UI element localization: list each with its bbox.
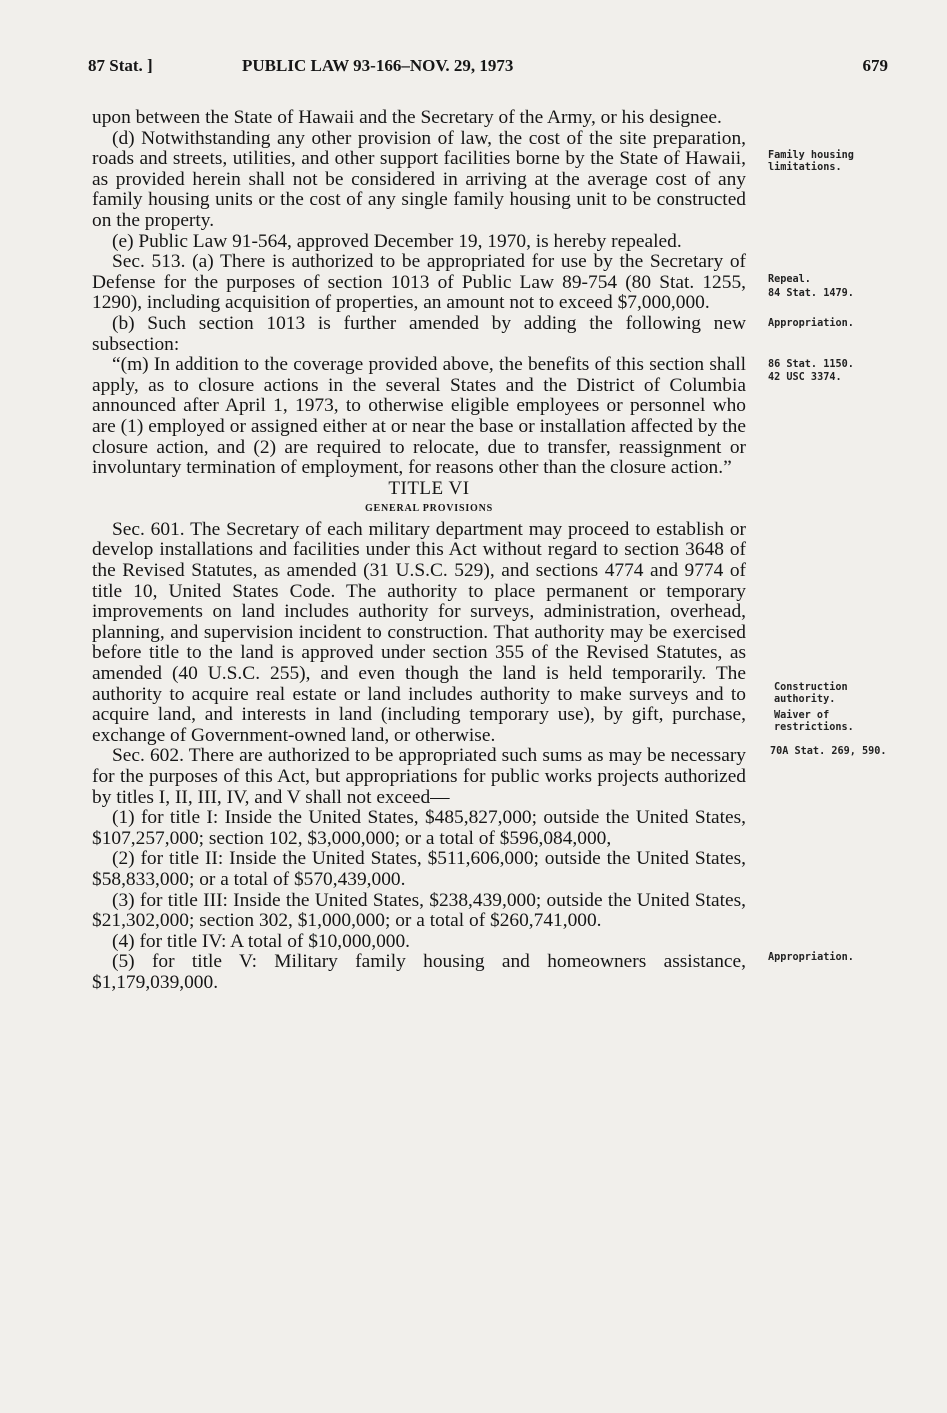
sidenote-waiver: Waiver of restrictions. [774, 710, 854, 733]
paragraph: Sec. 601. The Secretary of each military department may proceed to establish or develop installations and facilities under this Act without regard to section 3648 of the Revised Statutes, as amended (31 U.S.C. 529), and sections 4774 and 9774 of title 10, United States Code. The authority to place permanent or temporary improvements on land includes authority for surveys, administration, overhead, planning, and supervision incident to construction. That authority may be exercised before title to the land is approved under section 355 of the Revised Statutes, as amended (40 U.S.C. 255), and even though the land is held temporarily. The authority to acquire real estate or land includes authority to make surveys and to acquire land, and interests in land (including temporary use), by gift, purchase, exchange of Government-owned land, or otherwise. [92, 518, 746, 746]
paragraph: Sec. 602. There are authorized to be appropriated such sums as may be necessary for the purposes of this Act, but appropriations for public works projects authorized by titles I, II, III, IV, and V shall not exceed— [92, 745, 746, 808]
paragraph: Sec. 513. (a) There is authorized to be appropriated for use by the Secretary of Defense for the purposes of section 1013 of Public Law 89-754 (80 Stat. 1255, 1290), including acquisition of properties, an amount not to exceed $7,000,000. [92, 251, 746, 314]
paragraph: (d) Notwithstanding any other provision of law, the cost of the site preparation, roads and streets, utilities, and other support facilities borne by the State of Hawaii, as provided herein shall not be considered in arriving at the average cost of any family housing units or the cost of any single family housing unit to be constructed on the property. [92, 127, 746, 231]
list-item: (5) for title V: Military family housing and homeowners assistance, $1,179,039,000. [92, 951, 746, 993]
sidenote-cite: 86 Stat. 1150. [768, 359, 854, 370]
paragraph: (b) Such section 1013 is further amended by adding the following new subsection: [92, 312, 746, 355]
sidenote-cite: 70A Stat. 269, 590. [770, 746, 887, 757]
law-title: PUBLIC LAW 93-166–NOV. 29, 1973 [242, 56, 514, 75]
sidenote-family-housing: Family housing limitations. [768, 150, 854, 173]
sidenote-repeal-cite: 84 Stat. 1479. [768, 288, 854, 299]
statute-volume: 87 Stat. ] [88, 56, 153, 75]
title-heading: TITLE VI [388, 477, 470, 499]
page-number: 679 [862, 56, 888, 75]
paragraph: upon between the State of Hawaii and the Secretary of the Army, or his designee. [92, 107, 722, 128]
list-item: (1) for title I: Inside the United States, $485,827,000; outside the United States, $107,257,000; section 102, $3,000,000; or a total of $596,084,000, [92, 807, 746, 849]
sidenote-appropriation: Appropriation. [768, 318, 854, 329]
list-item: (2) for title II: Inside the United States, $511,606,000; outside the United States, $58,833,000; or a total of $570,439,000. [92, 848, 746, 890]
sidenote-construction: Construction authority. [774, 682, 848, 705]
paragraph: (e) Public Law 91-564, approved December 19, 1970, is hereby repealed. [112, 230, 682, 252]
body-text [92, 108, 746, 994]
sidenote-appropriation: Appropriation. [768, 952, 854, 963]
list-item: (3) for title III: Inside the United States, $238,439,000; outside the United States, $21,302,000; section 302, $1,000,000; or a total of $260,741,000. [92, 889, 746, 932]
paragraph: “(m) In addition to the coverage provided above, the benefits of this section shall apply, as to closure actions in the several States and the District of Columbia announced after April 1, 1973, to otherwise eligible employees or personnel who are (1) employed or assigned either at or near the base or installation affected by the closure action, and (2) are required to relocate, due to transfer, reassignment or involuntary termination of employment, for reasons other than the closure action.” [92, 354, 746, 479]
section-heading: GENERAL PROVISIONS [364, 503, 494, 515]
sidenote-cite: 42 USC 3374. [768, 372, 842, 383]
sidenote-repeal: Repeal. [768, 274, 811, 285]
list-item: (4) for title IV: A total of $10,000,000. [112, 930, 410, 952]
page-header [88, 56, 888, 86]
